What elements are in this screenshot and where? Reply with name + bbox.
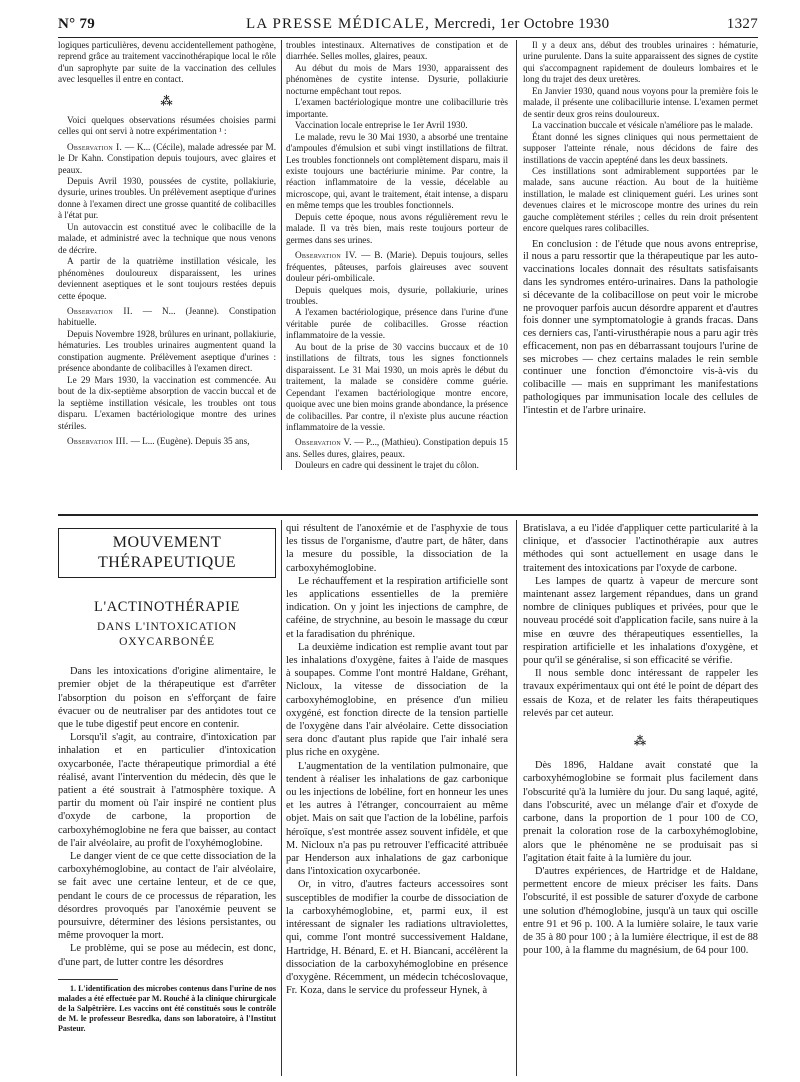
- observation-label: Observation III.: [67, 435, 129, 446]
- section-asterism: ⁂: [633, 734, 648, 749]
- paragraph: Un autovaccin est constitué avec le colibacille de la malade, et administré avec la technique que nous venons de décrire.: [58, 221, 276, 255]
- header-rule: [58, 37, 758, 38]
- observation-label: Observation IV.: [295, 250, 358, 261]
- paragraph: Le réchauffement et la respiration artificielle sont les applications essentielles de la première indication. On y joint les injections de camphre, de caféine, de strychnine, au besoin le massage du cœur et la faradisation du phrénique.: [286, 575, 508, 640]
- observation-label: Observation V.: [295, 437, 352, 448]
- paragraph: Vaccination locale entreprise le 1er Avril 1930.: [295, 120, 468, 131]
- observation-text: — K... (Cécile), malade adressée par M. le Dr Kahn. Constipation depuis toujours, avec glaires et peaux.: [58, 141, 276, 175]
- article-body: [58, 665, 276, 969]
- paragraph: Le problème, qui se pose au médecin, est donc, d'une part, de lutter contre les désordres: [58, 943, 276, 968]
- column-divider: [281, 520, 282, 1076]
- paragraph: Ces instillations sont admirablement supportées par le malade, sans aucune réaction. Au bout de la huitième instillation, le malade est cliniquement guéri. Les urines sont devenues claires et le microscope montre des urines du rein gauche complètement stériles ; celles du rein droit présentent encore quelques rares colibacilles.: [523, 165, 758, 234]
- paragraph: troubles intestinaux. Alternatives de constipation et de diarrhée. Selles molles, glaires, peaux.: [286, 40, 508, 62]
- article-column-1: [58, 528, 276, 1080]
- top-column-2: [286, 40, 508, 471]
- conclusion-paragraph: En conclusion : de l'étude que nous avons entreprise, il nous a paru ressortir que la thérapeutique par les auto-vaccinations locales donnait des résultats satisfaisants dans les syndromes entéro-urinaires. Dans la pathologie si décevante de la colibacillose on peut voir le microbe ne provoquer parfois aucun désordre apparent et d'autres fois donner une symptomatologie à grands fracas. Dans ces derniers cas, l'anti-virusthérapie nous a paru agir très efficacement, non pas en débarrassant toujours l'urine de ses microbes — chez certains malades le rein semble continuer une fonction d'émonctoire vis-à-vis du colibacille — mais en supprimant les manifestations pathologiques par immunisation locale des cellules de l'intestin et de l'arbre urinaire.: [523, 238, 758, 416]
- paragraph: La deuxième indication est remplie avant tout par les inhalations d'oxygène, faites à l'aide de masques à soupapes. Comme l'ont montré Haldane, Gréhant, Nicloux, la vitesse de dissociation de la carboxyhémoglobine, en présence d'un milieu oxygéné, est fonction directe de la tension partielle de l'oxygène dans l'air alvéolaire. Cette dissociation sera donc d'autant plus rapide que l'air inhalé sera plus riche en oxygène.: [286, 641, 508, 759]
- paragraph: L'examen bactériologique montre une colibacillurie très importante.: [286, 97, 508, 119]
- paragraph: Voici quelques observations résumées choisies parmi celles qui ont servi à notre expérimentation ¹ :: [58, 114, 276, 137]
- article-subtitle: DANS L'INTOXICATION OXYCARBONÉE: [96, 621, 238, 648]
- paragraph: Or, in vitro, d'autres facteurs accessoires sont susceptibles de modifier la courbe de dissociation de la carboxyhémoglobine, et, parmi eux, il est intéressant de signaler les radiations ultraviolettes, qui, comme l'ont montré successivement Haldane, Hartridge, H. Bénard, E. et H. Biancani, accélèrent la dissociation de la carboxyhémoglobine en présence d'oxygène. Récemment, un médecin tchécoslovaque, Fr. Koza, dans le service du professeur Hynek, à: [286, 879, 508, 997]
- column-divider: [516, 520, 517, 1076]
- section-separator: [58, 514, 758, 516]
- paragraph: qui résultent de l'anoxémie et de l'asphyxie de tous les tissus de l'organisme, d'autre part, de hâter, dans la mesure du possible, la dissociation de la carboxyhémoglobine.: [286, 523, 508, 574]
- paragraph: Bratislava, a eu l'idée d'appliquer cette particularité à la clinique, et d'associer l'actinothérapie aux autres méthodes qui sont actuellement en usage dans le traitement des intoxications par l'oxyde de carbone.: [523, 523, 758, 574]
- observation-label: Observation II.: [67, 306, 133, 316]
- observation-heading-2: [58, 306, 276, 329]
- observation-label: Observation I.: [67, 141, 123, 152]
- column-divider: [516, 40, 517, 470]
- paragraph: La vaccination buccale et vésicale n'améliore pas le malade.: [532, 120, 753, 131]
- paragraph: En Janvier 1930, quand nous voyons pour la première fois le malade, il présente une colibacillurie intense. L'examen permet de sentir deux gros reins douloureux.: [523, 85, 758, 119]
- section-asterism: ⁂: [160, 93, 174, 108]
- observation-text: — N... (Jeanne). Constipation habituelle.: [58, 306, 276, 328]
- paragraph: A l'examen bactériologique, présence dans l'urine d'une véritable purée de colibacilles. Grosse réaction inflammatoire de la vessie.: [286, 307, 508, 341]
- journal-title-line: [246, 16, 609, 33]
- article-title: L'ACTINOTHÉRAPIE: [94, 598, 240, 615]
- paragraph: Il y a deux ans, début des troubles urinaires : hématurie, urine purulente. Dans la suite apparaissent des signes de cystite qui s'accompagnent rapidement de douleurs lombaires et le long du trajet des deux uretères.: [523, 40, 758, 85]
- article-column-3: [523, 522, 758, 1074]
- journal-name: LA PRESSE MÉDICALE,: [246, 16, 431, 32]
- paragraph: Depuis cette époque, nous avons régulièrement revu le malade. Il va très bien, mais reste toujours porteur de germes dans ses urines.: [286, 211, 508, 245]
- paragraph: Le 29 Mars 1930, la vaccination est commencée. Au bout de la dix-septième absorption de vaccin buccal et de la septième instillation vésicale, les troubles ont tous disparu. L'examen bactériologique montre des urines stériles.: [58, 374, 276, 431]
- paragraph: Dans les intoxications d'origine alimentaire, le premier objet de la thérapeutique est d'arrêter l'absorption du poison en s'efforçant de faire évacuer ou de neutraliser par des antidotes tout ce que le tube digestif peut encore en contenir.: [58, 666, 276, 731]
- paragraph: Depuis quelques mois, dysurie, pollakiurie, urines troubles.: [286, 284, 508, 306]
- top-column-3: [523, 40, 758, 464]
- paragraph: Au début du mois de Mars 1930, apparaissent des phénomènes de cystite intense. Dysurie, pollakiurie nocturne empêchant tout repos.: [286, 62, 508, 96]
- paragraph: Il nous semble donc intéressant de rappeler les travaux expérimentaux qui ont été le point de départ des essais de Koza, et de relater les faits thérapeutiques relevés par cet auteur.: [523, 668, 758, 719]
- page-number: 1327: [726, 16, 758, 32]
- paragraph: Étant donné les signes cliniques qui nous permettaient de supposer l'atteinte rénale, nous décidons de faire des instillations de vaccin apepténé dans les deux bassinets.: [523, 131, 758, 165]
- paragraph: Douleurs en cadre qui dessinent le trajet du côlon.: [295, 460, 479, 471]
- observation-heading-5: [286, 437, 508, 460]
- paragraph: logiques particulières, devenu accidentellement pathogène, reprend grâce au traitement vaccinothérapique local le rôle d'un saprophyte par suite de la vaccination des cellules avec lesquelles il entre en contact.: [58, 40, 276, 85]
- footnote: 1. L'identification des microbes contenus dans l'urine de nos malades a été effectuée par M. Rouché à la clinique chirurgicale de la Salpêtrière. Les vaccins ont été constitués sous le contrôle de M. le professeur Besredka, dans son laboratoire, à l'Institut Pasteur.: [58, 983, 276, 1033]
- observation-text: — B. (Marie). Depuis toujours, selles fréquentes, pâteuses, parfois glaireuses avec souvent douleur péri-ombilicale.: [286, 250, 508, 284]
- paragraph: Lorsqu'il s'agit, au contraire, d'intoxication par inhalation et en particulier d'intoxication oxycarbonée, l'acte thérapeutique primordial a été réalisé, avant l'intervention du médecin, dès que le patient a été soustrait à l'atmosphère toxique. A partir du moment où l'air inspiré ne contient plus d'oxyde de carbone, la proportion de carboxyhémoglobine ne fera que baisser, au contact de l'air alvéolaire, au profit de l'oxyhémoglobine.: [58, 732, 276, 849]
- observation-text: — P..., (Mathieu). Constipation depuis 15 ans. Selles dures, glaires, peaux.: [286, 437, 508, 459]
- footnote-rule: [58, 979, 118, 980]
- paragraph: Dès 1896, Haldane avait constaté que la carboxyhémoglobine se formait plus facilement dans l'obscurité qu'à la lumière du jour. Du sang laqué, agité, dans l'obscurité, avec un mélange d'air et d'oxyde de carbone, dans la proportion de 1 pour 100 de CO, prenait la coloration rose de la carboxyhémoglobine, alors que le phénomène ne se produisait pas si l'agitation était faite à la lumière du jour.: [523, 760, 758, 864]
- paragraph: L'augmentation de la ventilation pulmonaire, que tendent à réaliser les inhalations de gaz carbonique ou les injections de lobéline, fort en honneur les unes et les autres à l'étranger, concourraient au même objet. Mais on sait que l'action de la lobéline, parfois héroïque, s'est montrée assez souvent infidèle, et que M. Nicloux n'a pas pu retrouver l'efficacité attribuée par Henderson aux inhalations de gaz carbonique dans l'intoxication oxycarbonée.: [286, 760, 508, 878]
- section-heading: MOUVEMENT THÉRAPEUTIQUE: [58, 528, 276, 578]
- paragraph: Le malade, revu le 30 Mai 1930, a absorbé une trentaine d'ampoules d'émulsion et subi vingt instillations de filtrat. Les troubles fonctionnels ont complètement disparu, mais il existe toujours une bactériurie minime. Par contre, la réaction inflammatoire de la vessie, décelable au microscope, qui, avant le traitement, était intense, a disparu en même temps que les troubles fonctionnels.: [286, 131, 508, 211]
- paragraph: A partir de la quatrième instillation vésicale, les phénomènes douloureux disparaissent, les urines deviennent aseptiques et le sont toujours restées depuis cette époque.: [58, 256, 276, 301]
- observation-heading-4: [286, 250, 508, 284]
- column-divider: [281, 40, 282, 470]
- observation-heading-1: [58, 142, 276, 176]
- top-column-1: [58, 40, 276, 464]
- issue-number: N° 79: [58, 16, 96, 32]
- observation-heading-3: [58, 436, 276, 447]
- paragraph: Le danger vient de ce que cette dissociation de la carboxyhémoglobine, au contact de l'air alvéolaire, se fait avec une certaine lenteur, et de ce que, pendant le cours de ce processus de réparation, les désordres provoqués par l'anoxémie peuvent se poursuivre, déterminer des lésions persistantes, ou même provoquer la mort.: [58, 851, 276, 942]
- running-header: [58, 16, 758, 34]
- paragraph: Les lampes de quartz à vapeur de mercure sont maintenant assez largement répandues, dans un grand nombre de cliniques publiques et privées, pour que le nouveau procédé soit d'application facile, sans nuire à la mise en œuvre des thérapeutiques essentielles, la respiration artificielle et les inhalations d'oxygène, et pour qu'il se généralise, si son efficacité se vérifie.: [523, 575, 758, 667]
- article-column-2: [286, 522, 508, 1074]
- paragraph: Au bout de la prise de 30 vaccins buccaux et de 10 instillations de filtrats, tous les signes fonctionnels disparaissent. Le 31 Mai 1930, un mois après le début du traitement, la malade se considère comme guérie. Cependant l'examen bactériologique montre encore, quoique avec une bien moins grande abondance, la présence de colibacilles. Par contre, il n'existe plus aucune réaction inflammatoire de la vessie.: [286, 341, 508, 432]
- paragraph: Depuis Avril 1930, poussées de cystite, pollakiurie, dysurie, urines troubles. Un prélèvement aseptique d'urines donne à l'examen direct une grosse quantité de colibacilles à l'état pur.: [58, 176, 276, 221]
- observation-text: — L... (Eugène). Depuis 35 ans,: [128, 435, 250, 446]
- paragraph: D'autres expériences, de Hartridge et de Haldane, permettent encore de mieux préciser les faits. Dans l'obscurité, il est possible de saturer d'oxyde de carbone une solution d'hémoglobine, jusqu'à un taux qui oscille entre 91 et 96 p. 100. A la lumière solaire, le taux varie de 35 à 80 pour 100 ; à la lumière électrique, il est de 88 pour 100, à la flamme du magnésium, de 64 pour 100.: [523, 865, 758, 957]
- issue-date: Mercredi, 1er Octobre 1930: [434, 16, 610, 32]
- paragraph: Depuis Novembre 1928, brûlures en urinant, pollakiurie, hématuries. Les troubles urinaires augmentent quand la constipation augmente. Prélèvement aseptique d'urines : présence abondante de colibacilles à l'examen direct.: [58, 328, 276, 374]
